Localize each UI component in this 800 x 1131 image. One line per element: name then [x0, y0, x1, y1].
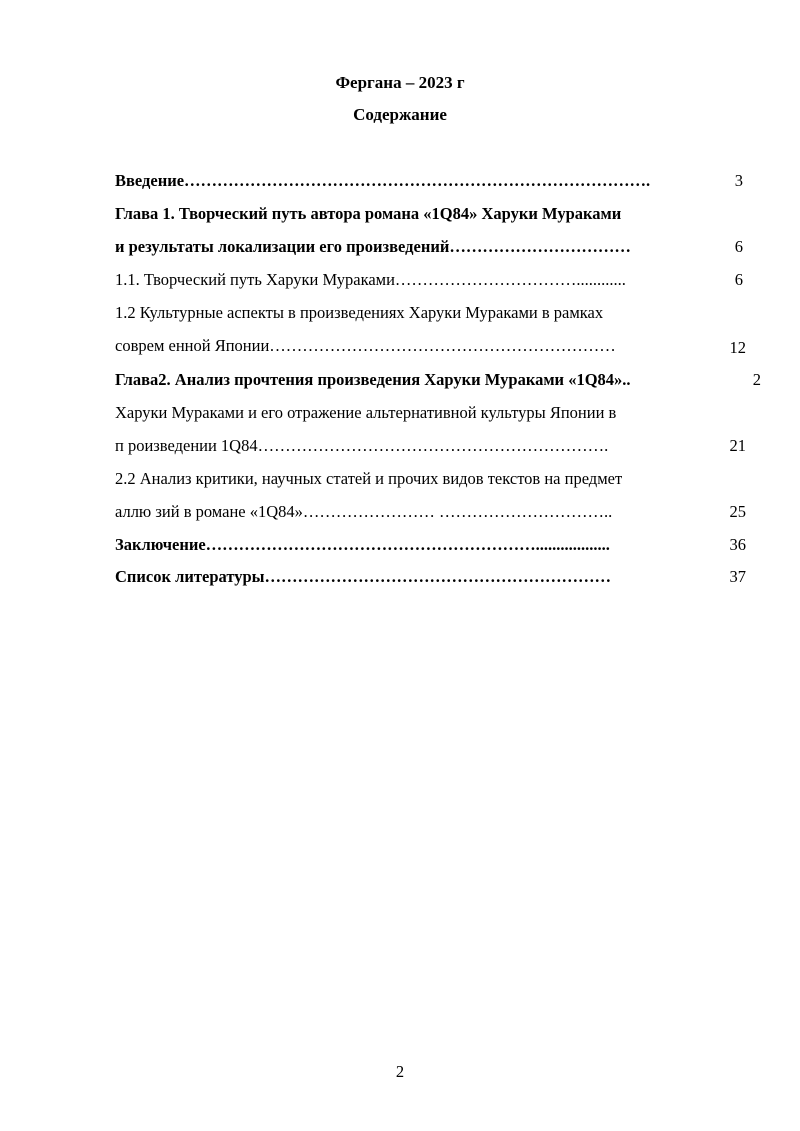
- toc-conclusion: Заключение……………………………………………………..................: [115, 535, 610, 554]
- toc-chapter1-line2: и результаты локализации его произведений……………………………: [115, 237, 631, 256]
- toc-chapter1-page: 6: [734, 237, 743, 256]
- toc-section-1-2-line2: соврем енной Японии………………………………………………………: [115, 336, 616, 355]
- toc-section-2-2-page: 25: [729, 502, 746, 521]
- toc-section-2-2-line2: аллю зий в романе «1Q84»…………………… …………………………..: [115, 502, 613, 521]
- toc-section-1-2-page: 12: [729, 338, 746, 357]
- page-number: 2: [395, 1062, 405, 1081]
- toc-section-2-1-page: 21: [729, 436, 746, 455]
- toc-section-1-1-page: 6: [734, 270, 743, 289]
- toc-section-2-1-line1: Харуки Мураками и его отражение альтернативной культуры Японии в: [115, 403, 617, 422]
- toc-section-1-1: 1.1. Творческий путь Харуки Мураками……………………………............: [115, 270, 626, 289]
- toc-intro: Введение………………………………………………………………………….: [115, 171, 651, 190]
- toc-section-2-1-line2: п роизведении 1Q84……………………………………………………….: [115, 436, 609, 455]
- toc-intro-page: 3: [734, 171, 743, 190]
- city-year: Фергана – 2023 г: [335, 73, 465, 92]
- page-title: Содержание: [353, 105, 447, 124]
- toc-chapter2: Глава2. Анализ прочтения произведения Харуки Мураками «1Q84»..: [115, 370, 631, 389]
- toc-references-page: 37: [729, 567, 746, 586]
- toc-references: Список литературы………………………………………………………: [115, 567, 612, 586]
- toc-section-2-2-line1: 2.2 Анализ критики, научных статей и прочих видов текстов на предмет: [115, 469, 623, 488]
- toc-chapter1-line1: Глава 1. Творческий путь автора романа «1Q84» Харуки Мураками: [115, 204, 622, 223]
- toc-conclusion-page: 36: [729, 535, 746, 554]
- toc-section-1-2-line1: 1.2 Культурные аспекты в произведениях Харуки Мураками в рамках: [115, 303, 604, 322]
- toc-chapter2-page: 2: [752, 370, 761, 389]
